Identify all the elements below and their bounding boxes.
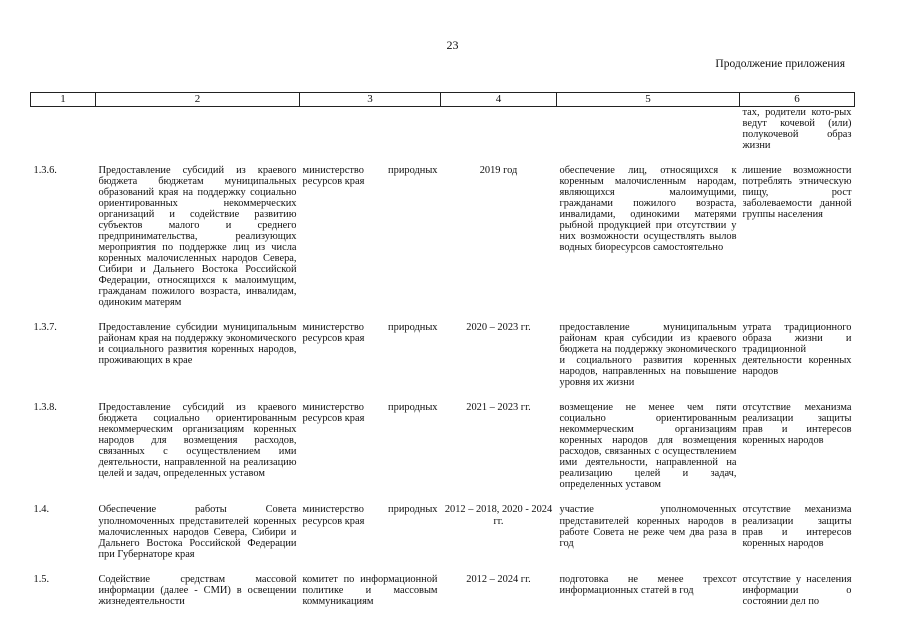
- consequence-cell: отсутствие у населения информации о состоянии дел по: [742, 573, 852, 607]
- result-cell: предоставление муниципальным районам края субсидии из краевого бюджета на поддержку экономического и социального развития коренных народов, направленных на повышение уровня их жизни: [559, 322, 737, 389]
- table-row: [31, 402, 855, 504]
- result-cell: возмещение не менее чем пяти социально ориентированным некоммерческим организациям коренных народов для возмещения расходов, связанных с осуществлением ими деятельности, направленной на реализацию целей и задач, определенных уставом: [559, 402, 737, 491]
- table-row: [31, 322, 855, 402]
- consequence-cell: отсутствие механизма реализации защиты прав и интересов коренных народов: [742, 504, 852, 549]
- column-number: 2: [96, 93, 300, 107]
- item-number: 1.3.8.: [33, 402, 57, 414]
- measure-cell: Предоставление субсидий из краевого бюджета социально ориентированным некоммерческим организациям коренных народов для возмещения расходов, связанных с осуществлением ими деятельности, направленной на реализацию целей и задач, определенных уставом: [98, 402, 297, 480]
- consequence-cell: утрата традиционного образа жизни и традиционной деятельности коренных народов: [742, 322, 852, 378]
- table-row: [31, 504, 855, 573]
- executor-cell: министерство природных ресурсов края: [302, 322, 438, 345]
- page-number: 23: [446, 38, 459, 52]
- column-number: 4: [441, 93, 557, 107]
- appendix-table: [30, 92, 855, 607]
- executor-cell: министерство природных ресурсов края: [302, 504, 438, 527]
- result-cell: участие уполномоченных представителей коренных народов в работе Совета не реже чем два раза в год: [559, 504, 737, 549]
- consequence-cell: отсутствие механизма реализации защиты прав и интересов коренных народов: [742, 402, 852, 447]
- column-number: 1: [31, 93, 96, 107]
- executor-cell: министерство природных ресурсов края: [302, 165, 438, 188]
- item-number: 1.3.7.: [33, 322, 57, 334]
- measure-cell: Предоставление субсидий из краевого бюджета бюджетам муниципальных образований края на поддержку социально ориентированных некоммерческих организаций и содействие развитию субъектов малого и среднего предпринимательства, реализующих мероприятия по поддержке лиц из числа коренных малочисленных народов Севера, Сибири и Дальнего Востока Российской Федерации, относящихся к малоимущим, гражданам пожилого возраста, инвалидам, одиноким матерям: [98, 165, 297, 309]
- table-row: [31, 574, 855, 607]
- period-cell: 2012 – 2024 гг.: [466, 573, 531, 585]
- item-number: 1.4.: [33, 504, 50, 516]
- result-cell: подготовка не менее трехсот информационных статей в год: [559, 573, 737, 596]
- item-number: 1.5.: [33, 573, 50, 585]
- column-number-row: [31, 93, 855, 107]
- measure-cell: Предоставление субсидии муниципальным районам края на поддержку экономического и социального развития коренных народов, проживающих в крае: [98, 322, 297, 367]
- period-cell: 2021 – 2023 гг.: [466, 402, 531, 414]
- continuation-label: Продолжение приложения: [715, 58, 845, 70]
- executor-cell: комитет по информационной политике и массовым коммуникациям: [302, 573, 438, 607]
- period-cell: 2020 – 2023 гг.: [466, 322, 531, 334]
- executor-cell: министерство природных ресурсов края: [302, 402, 438, 425]
- continued-row: [31, 107, 855, 166]
- measure-cell: Обеспечение работы Совета уполномоченных представителей коренных малочисленных народов Севера, Сибири и Дальнего Востока Российской Федерации при Губернаторе края: [98, 504, 297, 560]
- period-cell: 2019 год: [479, 165, 518, 177]
- period-cell: 2012 – 2018, 2020 - 2024 гг.: [444, 504, 553, 527]
- item-number: 1.3.6.: [33, 165, 57, 177]
- consequence-cell: лишение возможности потреблять этническую пищу, рост заболеваемости данной группы населения: [742, 165, 852, 221]
- column-number: 5: [557, 93, 740, 107]
- measure-cell: Содействие средствам массовой информации (далее - СМИ) в освещении жизнедеятельности: [98, 573, 297, 607]
- column-number: 3: [300, 93, 441, 107]
- column-number: 6: [740, 93, 855, 107]
- consequence-cell: тах, родители кото-рых ведут кочевой (или) полукочевой образ жизни: [742, 107, 852, 152]
- table-row: [31, 165, 855, 322]
- result-cell: обеспечение лиц, относящихся к коренным малочисленным народам, являющихся малоимущими, гражданами пожилого возраста, инвалидами, одинокими матерями рыбной продукцией при отсутствии у них возможности осуществлять вылов водных биоресурсов самостоятельно: [559, 165, 737, 254]
